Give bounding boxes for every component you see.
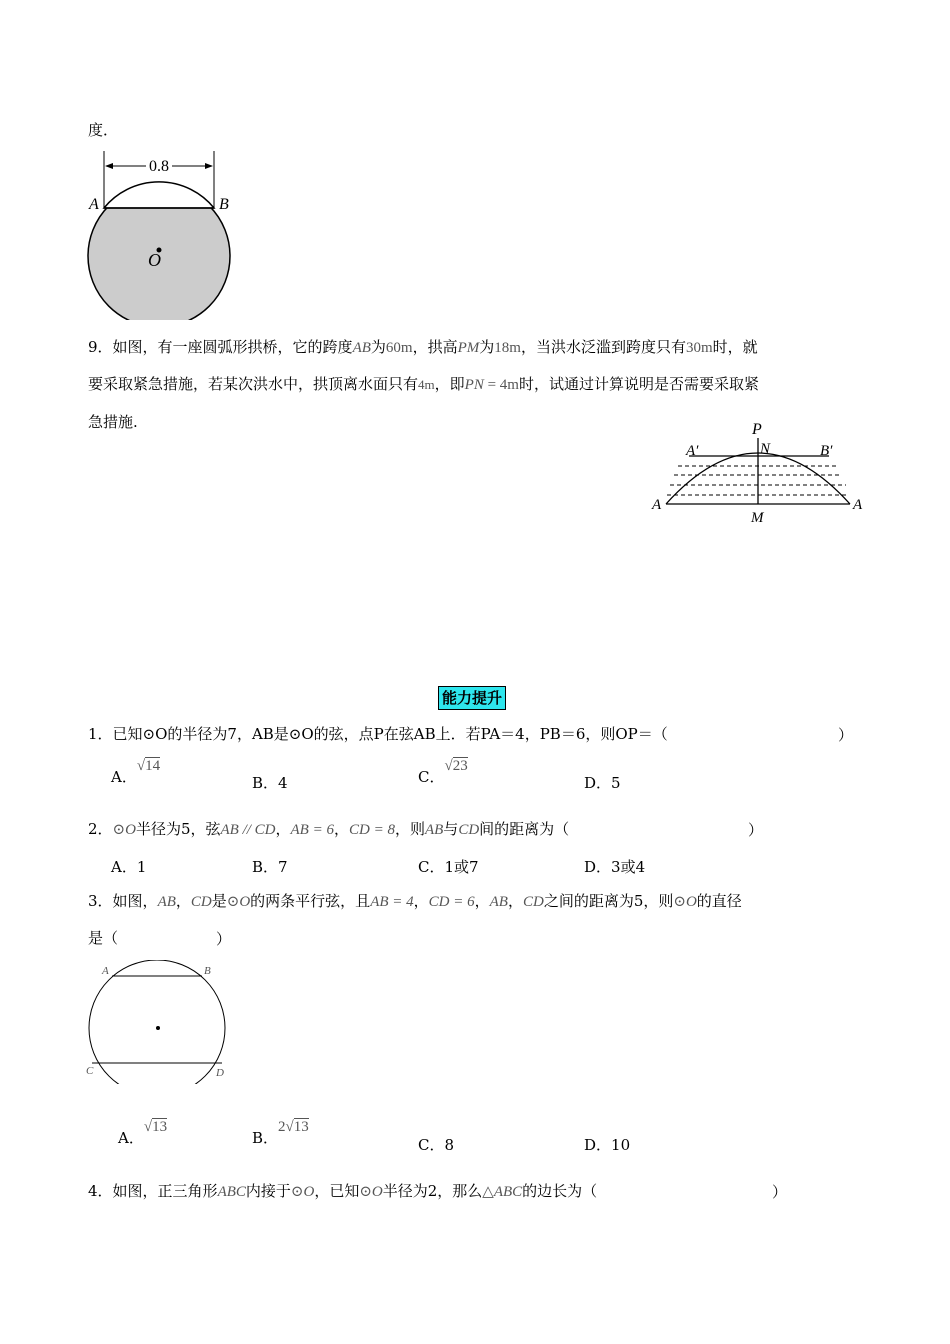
question-9-line-1: 9．如图，有一座圆弧形拱桥，它的跨度AB为60m，拱高PM为18m，当洪水泛滥到跨度只有30m时，就 bbox=[88, 338, 758, 356]
label-c: C bbox=[86, 1065, 94, 1077]
center-point bbox=[156, 1026, 160, 1030]
label-a-left: A bbox=[652, 497, 662, 513]
p3-option-c[interactable]: C．8 bbox=[418, 1136, 455, 1154]
label-b: B bbox=[204, 965, 211, 977]
problem-4-stem: 4．如图，正三角形ABC内接于⊙O，已知⊙O半径为2，那么△ABC的边长为（ bbox=[88, 1182, 598, 1200]
top-fragment: 度． bbox=[88, 121, 119, 139]
problem-1-close-paren: ） bbox=[838, 726, 854, 744]
p3-option-b[interactable]: B．2√13 bbox=[252, 1119, 309, 1147]
problem-4-close-paren: ） bbox=[772, 1183, 788, 1201]
label-p: P bbox=[752, 421, 762, 438]
p2-option-a[interactable]: A．1 bbox=[111, 858, 147, 876]
p1-option-a[interactable]: A．√14 bbox=[111, 758, 161, 786]
arc-cap bbox=[104, 182, 214, 208]
problem-3-stem-line-1: 3．如图，AB，CD是⊙O的两条平行弦，且AB = 4，CD = 6，AB，CD之间的距离为5，则⊙O的直径 bbox=[88, 892, 742, 910]
label-n: N bbox=[760, 441, 771, 457]
p3-option-a[interactable]: A．√13 bbox=[118, 1119, 168, 1147]
question-9-line-2: 要采取紧急措施，若某次洪水中，拱顶离水面只有4m，即PN = 4m时，试通过计算说明是否需要采取紧 bbox=[88, 375, 759, 393]
problem-2-stem: 2．⊙O半径为5，弦AB // CD，AB = 6，CD = 8，则AB与CD间的距离为（ bbox=[88, 820, 570, 838]
question-9-line-3: 急措施. bbox=[88, 413, 138, 431]
p3-option-d[interactable]: D．10 bbox=[584, 1136, 631, 1154]
p1-option-c[interactable]: C．√23 bbox=[418, 758, 468, 786]
arch-bridge-figure bbox=[648, 418, 870, 528]
label-o: O bbox=[148, 250, 161, 270]
p1-option-b[interactable]: B．4 bbox=[252, 774, 288, 792]
p2-option-b[interactable]: B．7 bbox=[252, 858, 288, 876]
label-m: M bbox=[751, 510, 764, 526]
label-a: A bbox=[89, 196, 99, 213]
arrow-left bbox=[105, 163, 113, 169]
label-d: D bbox=[216, 1067, 224, 1079]
p1-option-d[interactable]: D．5 bbox=[584, 774, 621, 792]
arrow-right bbox=[205, 163, 213, 169]
label-b-prime: B′ bbox=[820, 443, 833, 459]
label-b: B bbox=[219, 196, 229, 213]
problem-2-close-paren: ） bbox=[748, 821, 764, 839]
label-a-right: A bbox=[853, 497, 863, 513]
circle-outline bbox=[89, 960, 225, 1084]
p2-option-c[interactable]: C．1或7 bbox=[418, 858, 479, 876]
label-a-prime: A′ bbox=[686, 443, 699, 459]
problem-1-stem: 1．已知⊙O的半径为7，AB是⊙O的弦，点P在弦AB上．若PA＝4，PB＝6，则OP＝（ bbox=[88, 725, 668, 743]
problem-3-close-paren: ） bbox=[216, 930, 232, 948]
label-a: A bbox=[102, 965, 109, 977]
dimension-label: 0.8 bbox=[149, 158, 169, 175]
section-title: 能力提升 bbox=[438, 686, 506, 710]
p2-option-d[interactable]: D．3或4 bbox=[584, 858, 646, 876]
parallel-chords-figure bbox=[82, 960, 232, 1084]
problem-3-stem-line-2: 是（ bbox=[88, 929, 119, 947]
circle-segment-figure bbox=[84, 148, 244, 320]
